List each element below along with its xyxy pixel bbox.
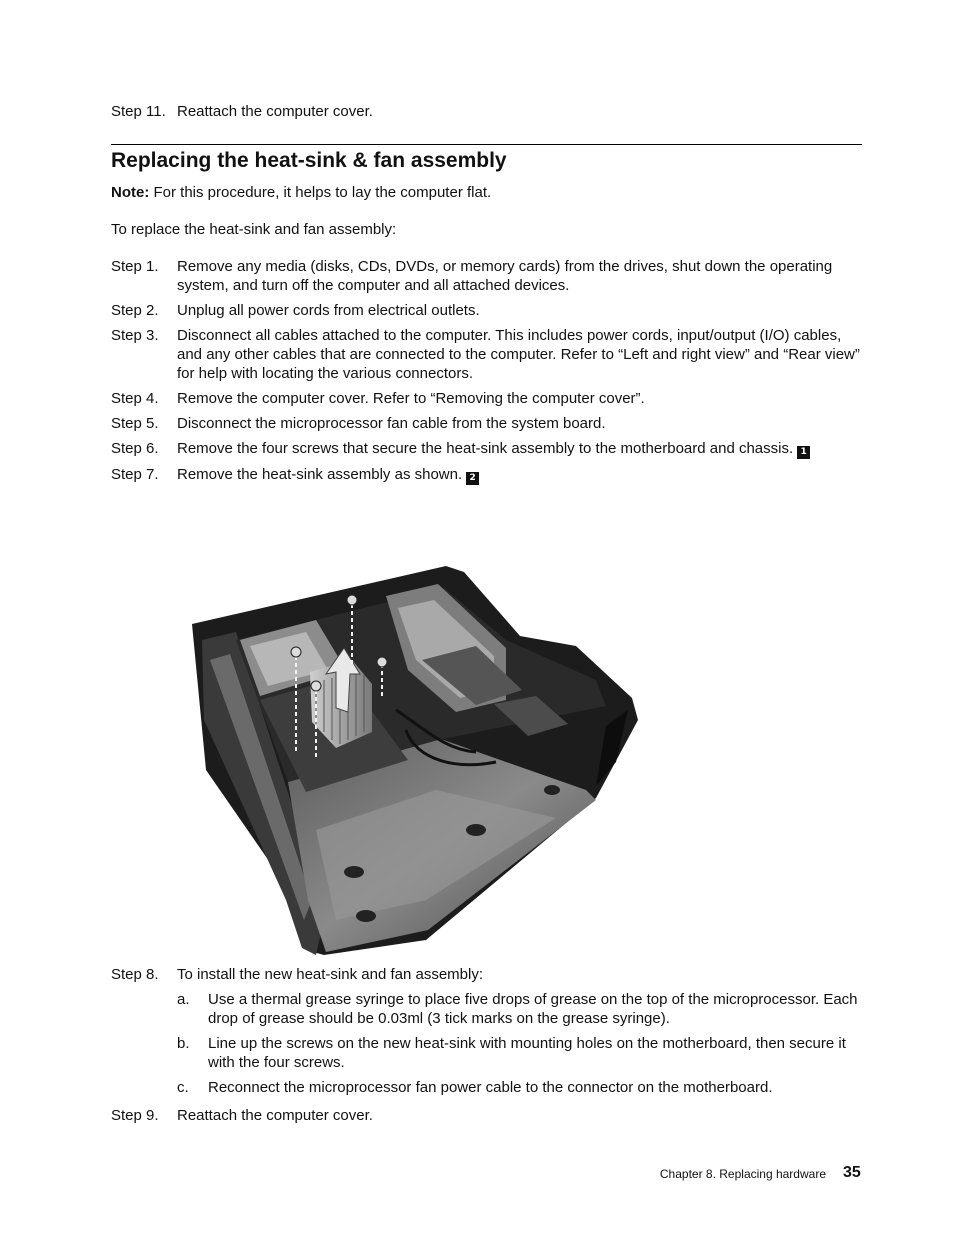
callout-badge: 2 xyxy=(466,472,479,485)
step-label: Step 11. xyxy=(111,103,166,120)
step-label: Step 2. xyxy=(111,302,159,319)
step-label: Step 6. xyxy=(111,440,159,457)
step-label: Step 5. xyxy=(111,415,159,432)
section-divider xyxy=(111,144,862,145)
note xyxy=(111,183,491,202)
substep-text: Line up the screws on the new heat-sink with mounting holes on the motherboard, then secure it with the four screws. xyxy=(208,1035,846,1071)
step-text-body: Remove the four screws that secure the heat-sink assembly to the motherboard and chassis. xyxy=(177,440,794,457)
step-text: Reattach the computer cover. xyxy=(177,1107,373,1124)
step-label: Step 7. xyxy=(111,466,159,483)
step-label: Step 8. xyxy=(111,966,159,983)
step-label: Step 3. xyxy=(111,327,159,344)
callout-badge: 1 xyxy=(797,446,810,459)
step-text: Disconnect the microprocessor fan cable from the system board. xyxy=(177,415,606,432)
intro-text: To replace the heat-sink and fan assembly: xyxy=(111,221,397,238)
footer-chapter: Chapter 8. Replacing hardware xyxy=(659,1167,826,1181)
step-text: Reattach the computer cover. xyxy=(177,103,373,120)
substep-text: Use a thermal grease syringe to place five drops of grease on the top of the microprocessor. Each drop of grease should be 0.03ml (3 tick marks on the grease syringe). xyxy=(208,991,858,1027)
step-text: Remove any media (disks, CDs, DVDs, or memory cards) from the drives, shut down the operating system, and turn off the computer and all attached devices. xyxy=(177,258,833,294)
step-text xyxy=(177,439,862,459)
page-number: 35 xyxy=(843,1164,861,1181)
step-text: Unplug all power cords from electrical outlets. xyxy=(177,302,480,319)
step-text: Remove the computer cover. Refer to “Removing the computer cover”. xyxy=(177,390,645,407)
step-text-body: Remove the heat-sink assembly as shown. xyxy=(177,466,463,483)
step-text xyxy=(177,465,862,485)
heat-sink-removal-illustration xyxy=(176,500,642,955)
substep-label: a. xyxy=(177,991,190,1008)
step-label: Step 9. xyxy=(111,1107,159,1124)
step-text: To install the new heat-sink and fan assembly: xyxy=(177,966,483,983)
step-text: Disconnect all cables attached to the computer. This includes power cords, input/output (I/O) cables, and any other cables that are connected to the computer. Refer to “Left and right view” and “Rear view” for help with locating the various connectors. xyxy=(177,327,860,382)
substep-text: Reconnect the microprocessor fan power cable to the connector on the motherboard. xyxy=(208,1079,773,1096)
chassis-illustration xyxy=(176,500,642,955)
note-label: Note: xyxy=(111,184,150,201)
substep-label: b. xyxy=(177,1035,190,1052)
note-text: For this procedure, it helps to lay the computer flat. xyxy=(153,184,492,201)
section-title: Replacing the heat-sink & fan assembly xyxy=(111,149,507,172)
step-label: Step 1. xyxy=(111,258,159,275)
substep-label: c. xyxy=(177,1079,189,1096)
step-label: Step 4. xyxy=(111,390,159,407)
